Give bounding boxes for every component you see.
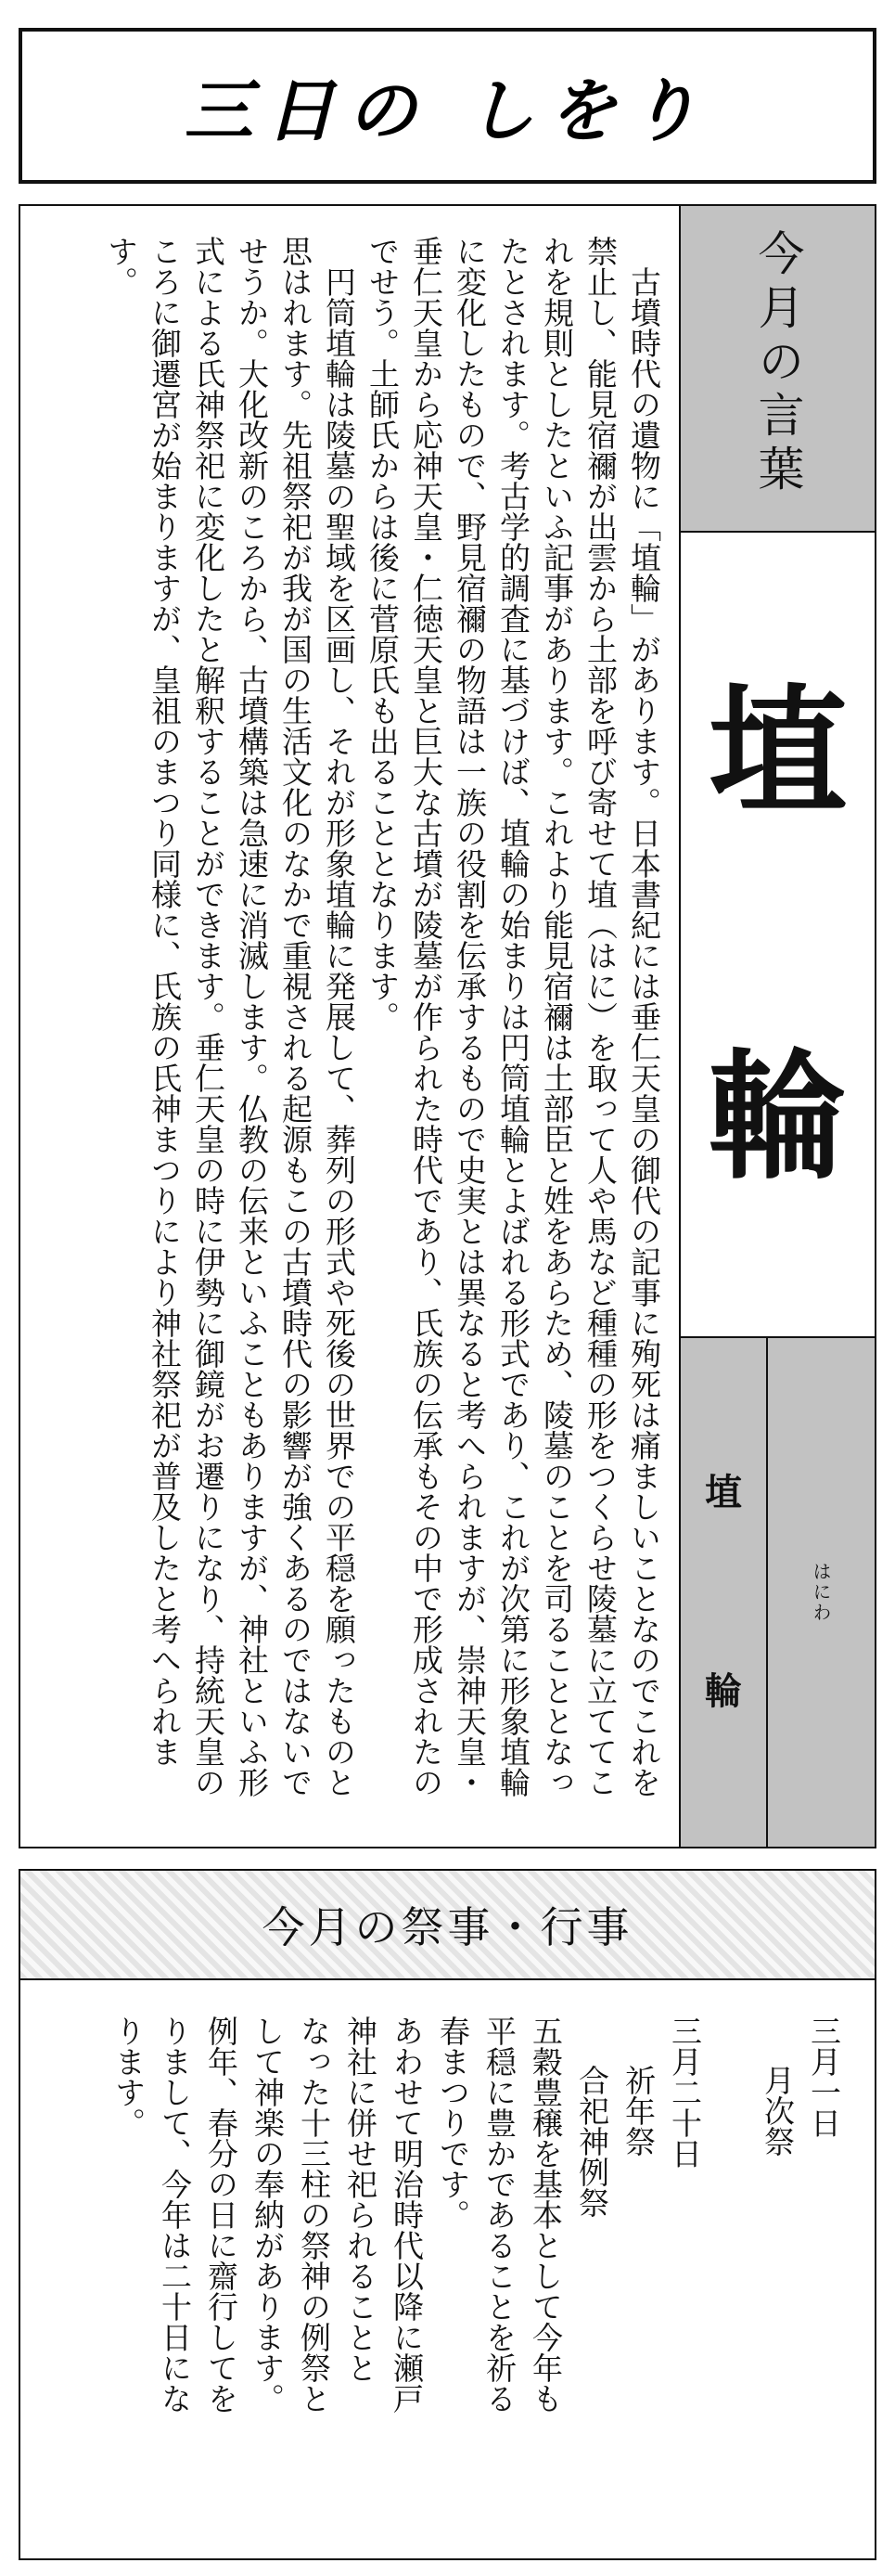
furigana: はにわ	[810, 1562, 832, 1623]
masthead-title: 三日の しをり	[184, 71, 711, 151]
reading-furigana-cell	[768, 1338, 875, 1847]
featured-word-box	[681, 533, 875, 1338]
word-heading-box	[681, 206, 875, 533]
event-description-line: ります。	[110, 2016, 147, 2138]
event-date: 三月二十日	[667, 2016, 703, 2169]
event-description-line: あわせて明治時代以降に瀬戸	[389, 2016, 425, 2414]
event-description-line: 神社に併せ祀られることと	[342, 2016, 378, 2383]
event-spacer	[708, 2016, 754, 2535]
word-heading: 今月の言葉	[750, 229, 805, 498]
event-description-line: りまして、今年は二十日にな	[157, 2016, 193, 2414]
reading-kanji	[681, 1338, 768, 1847]
essay-paragraph-1: 古墳時代の遺物に「埴輪」があります。日本書紀には垂仁天皇の御代の記事に殉死は痛ましいことなのでこれを禁止し、能見宿禰が出雲から土部を呼び寄せて埴（はに）を取って人や馬など種種の形をつくらせ陵墓に立ててこれを規則としたといふ記事があります。これより能見宿禰は土部臣と姓をあらため、陵墓のことを司ることとなったとされます。考古学的調査に基づけば、埴輪の始まりは円筒埴輪とよばれる形式であり、これが次第に形象埴輪に変化したもので、野見宿禰の物語は一族の役割を伝承するもので史実とは異なると考へられますが、崇神天皇・垂仁天皇から応神天皇・仁徳天皇と巨大な古墳が陵墓が作られた時代であり、氏族の伝承もその中で形成されたのでせう。土師氏からは後に菅原氏も出ることとなります。	[364, 236, 662, 1797]
word-of-month-section	[19, 204, 876, 1848]
essay-text	[99, 236, 666, 1821]
event-description-line: 平穏に豊かであることを祈る	[481, 2016, 518, 2414]
reading-box	[681, 1338, 875, 1847]
event-description-line: なった十三柱の祭神の例祭と	[296, 2016, 332, 2414]
event-description-line: 春まつりです。	[435, 2016, 471, 2230]
reading-char-2: 輪	[705, 1669, 742, 1713]
event-description-line: 五穀豊穣を基本として今年も	[528, 2016, 564, 2414]
essay-paragraph-2: 円筒埴輪は陵墓の聖域を区画し、それが形象埴輪に発展して、葬列の形式や死後の世界での平穏を願ったものと思はれます。先祖祭祀が我が国の生活文化のなかで重視される起源もこの古墳時代の影響が強くあるのではないでせうか。大化改新のころから、古墳構築は急速に消滅します。仏教の伝来といふこともありますが、神社といふ形式による氏神祭祀に変化したと解釈することができます。垂仁天皇の時に伊勢に御鏡がお遷りになり、持統天皇のころに御遷宮が始まりますが、皇祖のまつり同様に、氏族の氏神まつりにより神社祭祀が普及したと考へられます。	[103, 236, 357, 1797]
reading-char-1: 埴	[705, 1471, 742, 1514]
masthead	[19, 28, 876, 184]
events-title: 今月の祭事・行事	[262, 1902, 633, 1952]
events-text	[105, 2016, 847, 2535]
event-date: 三月一日	[806, 2016, 842, 2138]
featured-word-char-1: 埴	[708, 670, 848, 834]
event-description-line: して神楽の奉納があります。	[249, 2016, 286, 2414]
essay-column	[20, 206, 679, 1847]
event-name: 祈年祭	[620, 2064, 657, 2157]
featured-word-char-2: 輪	[708, 1035, 848, 1199]
word-side-column	[679, 206, 875, 1847]
events-header	[20, 1871, 875, 1980]
event-name-secondary: 合祀神例祭	[574, 2064, 610, 2218]
events-section	[19, 1869, 876, 2560]
event-description-line: 例年、春分の日に齋行してを	[203, 2016, 239, 2414]
events-body	[20, 1980, 875, 2560]
event-name: 月次祭	[760, 2064, 796, 2157]
